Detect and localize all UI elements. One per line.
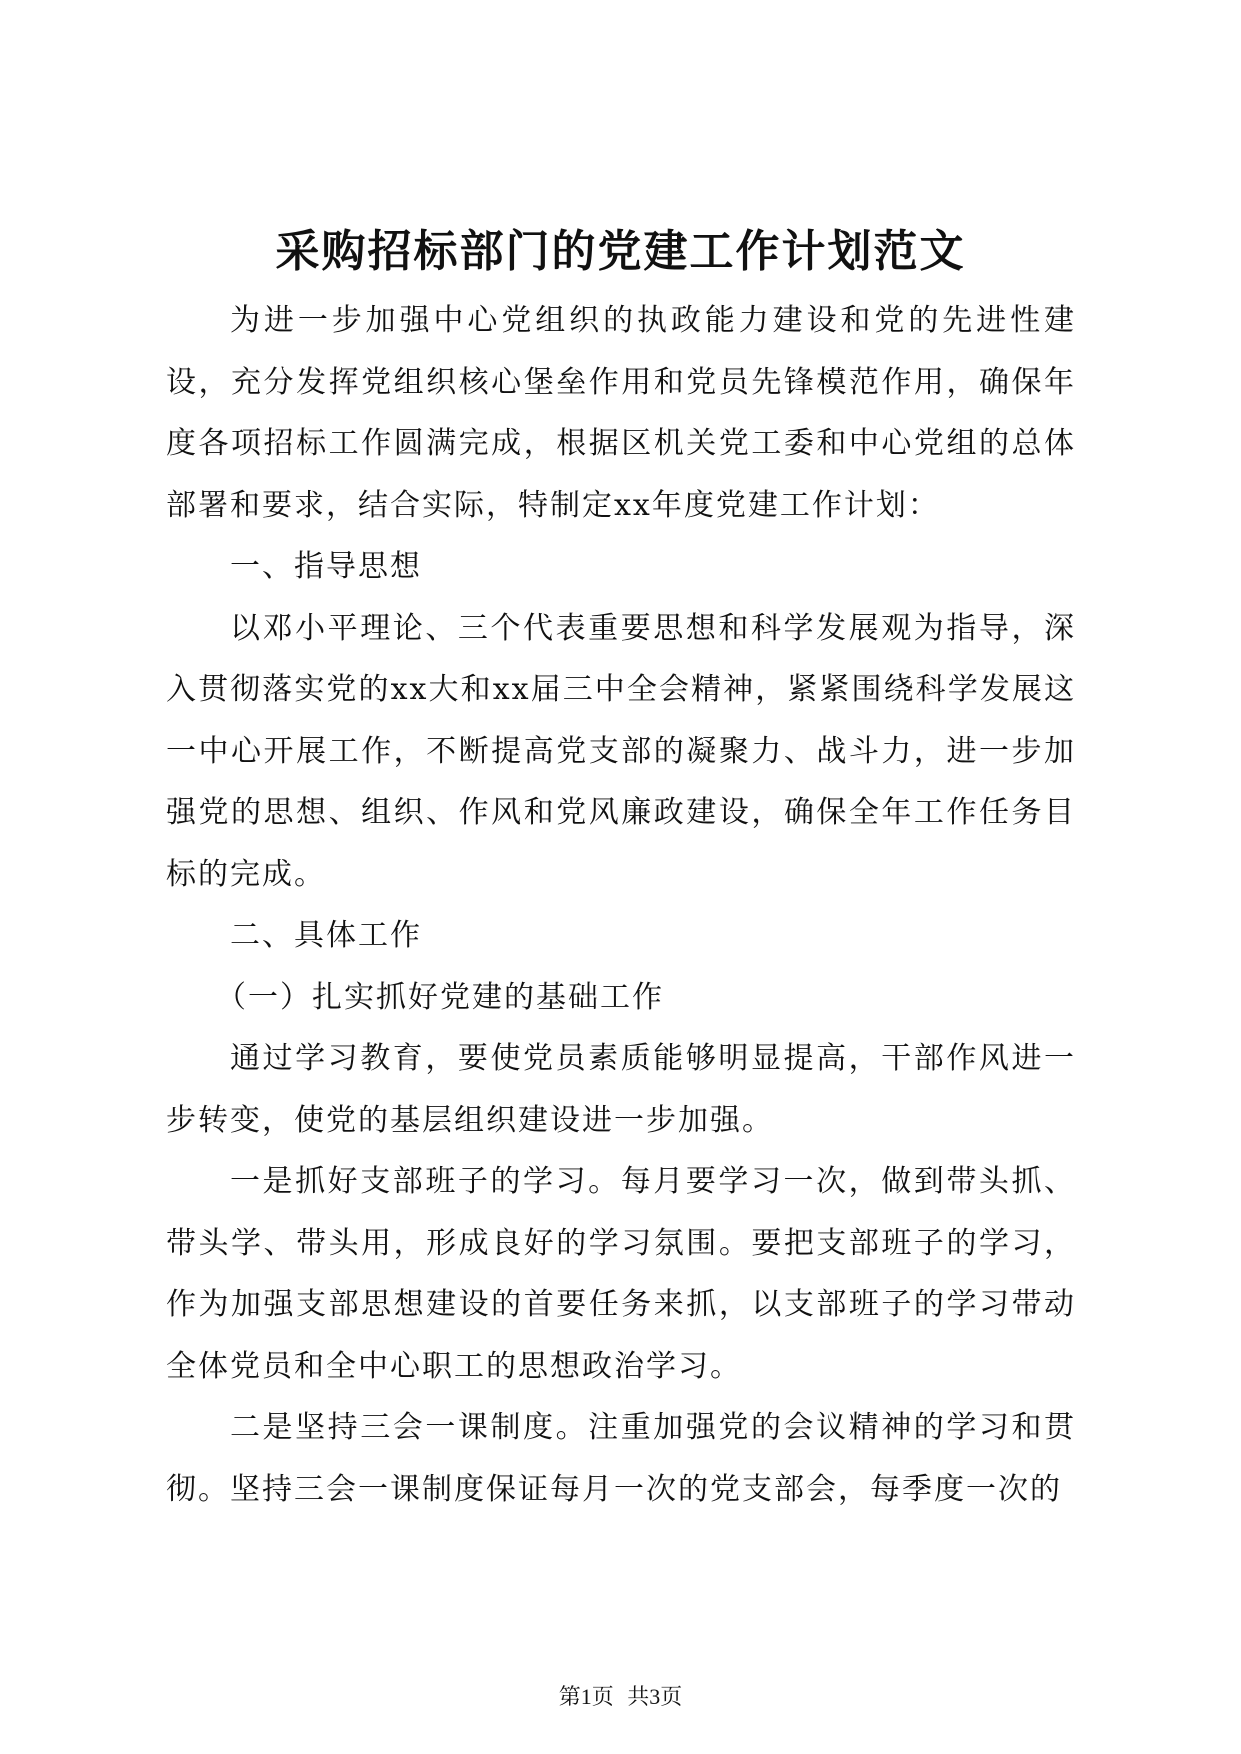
page-total: 共3页 xyxy=(627,1684,683,1709)
subsection-heading-basic-work: （一）扎实抓好党建的基础工作 xyxy=(216,979,664,1015)
intro-paragraph: 为进一步加强中心党组织的执政能力建设和党的先进性建设，充分发挥党组织核心堡垒作用和党员先锋模范作用，确保年度各项招标工作圆满完成，根据区机关党工委和中心党组的总体部署和要求，结合实际，特制定xx年度党建工作计划： xyxy=(166,303,1076,523)
meeting-system-paragraph: 二是坚持三会一课制度。注重加强党的会议精神的学习和贯彻。坚持三会一课制度保证每月一次的党支部会，每季度一次的 xyxy=(166,1410,1076,1507)
section-heading-specific-work: 二、具体工作 xyxy=(230,918,422,953)
section-heading-guiding-ideology: 一、指导思想 xyxy=(230,549,422,584)
page-footer xyxy=(0,1682,1241,1712)
document-body xyxy=(166,290,1076,1520)
education-paragraph: 通过学习教育，要使党员素质能够明显提高，干部作风进一步转变，使党的基层组织建设进一步加强。 xyxy=(166,1041,1076,1138)
page-number: 第1页 xyxy=(558,1684,614,1709)
document-title: 采购招标部门的党建工作计划范文 xyxy=(275,226,966,277)
guiding-ideology-paragraph: 以邓小平理论、三个代表重要思想和科学发展观为指导，深入贯彻落实党的xx大和xx届三中全会精神，紧紧围绕科学发展这一中心开展工作，不断提高党支部的凝聚力、战斗力，进一步加强党的思想、组织、作风和党风廉政建设，确保全年工作任务目标的完成。 xyxy=(166,610,1076,892)
study-paragraph: 一是抓好支部班子的学习。每月要学习一次，做到带头抓、带头学、带头用，形成良好的学习氛围。要把支部班子的学习，作为加强支部思想建设的首要任务来抓，以支部班子的学习带动全体党员和全中心职工的思想政治学习。 xyxy=(166,1164,1076,1384)
